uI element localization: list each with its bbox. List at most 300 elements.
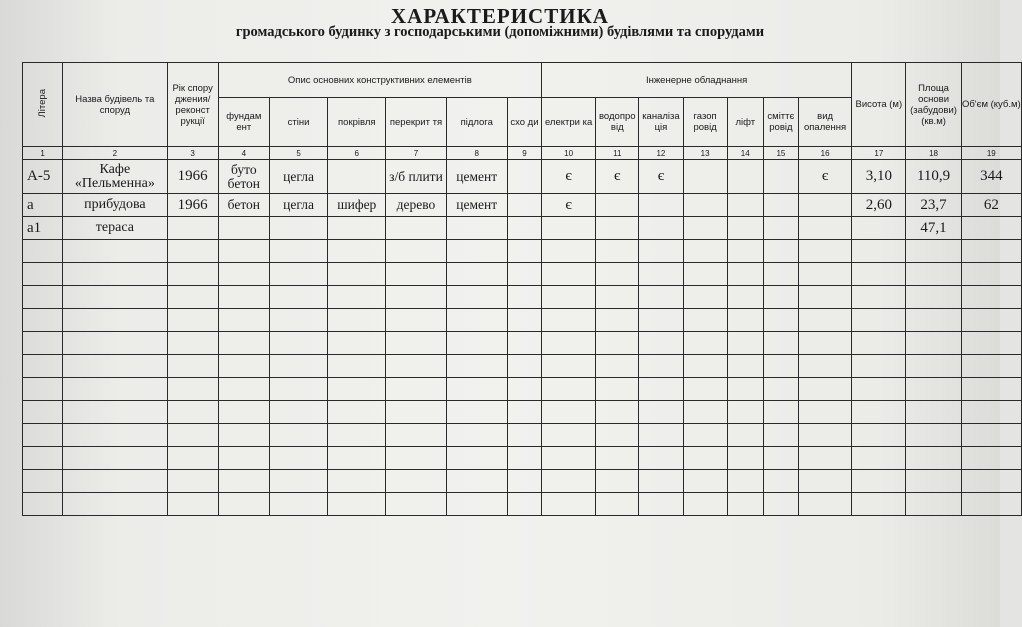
empty-cell <box>446 309 507 332</box>
empty-cell <box>167 401 218 424</box>
empty-cell <box>683 355 727 378</box>
empty-cell <box>446 263 507 286</box>
empty-cell <box>446 286 507 309</box>
empty-cell <box>167 309 218 332</box>
empty-cell <box>727 470 763 493</box>
empty-cell <box>763 447 798 470</box>
cell-stairs <box>507 160 541 194</box>
header-gas: газоп ровід <box>683 98 727 147</box>
empty-cell <box>961 447 1021 470</box>
empty-cell <box>798 378 851 401</box>
empty-cell <box>269 378 327 401</box>
header-heating: вид опалення <box>798 98 851 147</box>
empty-cell <box>852 470 906 493</box>
empty-cell <box>596 378 639 401</box>
header-year: Рік спору джения/ реконст рукції <box>167 63 218 147</box>
empty-cell <box>541 286 595 309</box>
empty-cell <box>852 263 906 286</box>
empty-cell <box>727 447 763 470</box>
empty-cell <box>328 332 386 355</box>
empty-cell <box>328 401 386 424</box>
empty-cell <box>798 286 851 309</box>
empty-cell <box>906 493 961 516</box>
empty-cell <box>386 332 446 355</box>
cell-litera: а1 <box>23 217 63 240</box>
header-foundation: фундам ент <box>218 98 269 147</box>
empty-cell <box>269 447 327 470</box>
empty-cell <box>218 286 269 309</box>
empty-cell <box>167 470 218 493</box>
column-number: 13 <box>683 147 727 160</box>
cell-water <box>596 194 639 217</box>
cell-stairs <box>507 217 541 240</box>
cell-volume <box>961 217 1021 240</box>
cell-sewer: є <box>639 160 683 194</box>
empty-cell <box>23 378 63 401</box>
empty-cell <box>167 240 218 263</box>
column-number: 6 <box>328 147 386 160</box>
empty-cell <box>507 424 541 447</box>
empty-cell <box>63 447 167 470</box>
empty-cell <box>328 447 386 470</box>
cell-floor-slab: з/б плити <box>386 160 446 194</box>
empty-cell <box>961 424 1021 447</box>
empty-table-row <box>23 332 1022 355</box>
empty-cell <box>906 378 961 401</box>
empty-cell <box>218 493 269 516</box>
empty-cell <box>446 240 507 263</box>
empty-cell <box>639 240 683 263</box>
empty-cell <box>727 493 763 516</box>
empty-cell <box>596 447 639 470</box>
empty-cell <box>167 378 218 401</box>
empty-cell <box>961 332 1021 355</box>
empty-cell <box>507 286 541 309</box>
header-area: Площа основи (забудови) (кв.м) <box>906 63 961 147</box>
empty-cell <box>639 355 683 378</box>
empty-cell <box>596 309 639 332</box>
cell-year <box>167 217 218 240</box>
empty-cell <box>798 424 851 447</box>
table-row <box>23 160 1022 194</box>
cell-year: 1966 <box>167 160 218 194</box>
table-row <box>23 217 1022 240</box>
cell-garbage <box>763 194 798 217</box>
empty-cell <box>852 355 906 378</box>
empty-cell <box>906 240 961 263</box>
column-number: 7 <box>386 147 446 160</box>
empty-cell <box>23 401 63 424</box>
empty-cell <box>269 424 327 447</box>
cell-volume: 62 <box>961 194 1021 217</box>
empty-cell <box>328 286 386 309</box>
empty-cell <box>961 240 1021 263</box>
empty-cell <box>328 263 386 286</box>
cell-floor-slab <box>386 217 446 240</box>
column-number: 5 <box>269 147 327 160</box>
cell-electric: є <box>541 194 595 217</box>
empty-cell <box>763 470 798 493</box>
empty-cell <box>683 240 727 263</box>
empty-cell <box>167 332 218 355</box>
empty-cell <box>798 470 851 493</box>
empty-cell <box>852 240 906 263</box>
empty-cell <box>386 470 446 493</box>
header-engineering-group: Інженерне обладнання <box>541 63 851 98</box>
empty-cell <box>596 493 639 516</box>
empty-cell <box>727 240 763 263</box>
document-subtitle: громадського будинку з господарськими (допоміжними) будівлями та спорудами <box>235 24 765 40</box>
cell-height: 3,10 <box>852 160 906 194</box>
cell-water: є <box>596 160 639 194</box>
empty-cell <box>269 263 327 286</box>
column-number: 9 <box>507 147 541 160</box>
empty-cell <box>798 355 851 378</box>
empty-cell <box>167 355 218 378</box>
empty-cell <box>23 263 63 286</box>
empty-cell <box>639 470 683 493</box>
empty-cell <box>167 493 218 516</box>
empty-cell <box>218 240 269 263</box>
empty-cell <box>852 332 906 355</box>
empty-cell <box>683 332 727 355</box>
cell-volume: 344 <box>961 160 1021 194</box>
empty-cell <box>63 263 167 286</box>
cell-area: 110,9 <box>906 160 961 194</box>
empty-cell <box>683 309 727 332</box>
column-number: 8 <box>446 147 507 160</box>
empty-cell <box>639 493 683 516</box>
empty-cell <box>23 309 63 332</box>
empty-table-row <box>23 355 1022 378</box>
empty-cell <box>541 401 595 424</box>
empty-cell <box>23 240 63 263</box>
cell-stairs <box>507 194 541 217</box>
header-name: Назва будівель та споруд <box>63 63 167 147</box>
cell-sewer <box>639 217 683 240</box>
empty-cell <box>906 309 961 332</box>
empty-cell <box>167 286 218 309</box>
empty-cell <box>961 263 1021 286</box>
empty-cell <box>639 309 683 332</box>
cell-sewer <box>639 194 683 217</box>
empty-cell <box>269 493 327 516</box>
empty-cell <box>683 470 727 493</box>
empty-cell <box>541 424 595 447</box>
empty-cell <box>269 332 327 355</box>
empty-cell <box>906 447 961 470</box>
empty-cell <box>906 332 961 355</box>
empty-cell <box>798 263 851 286</box>
empty-cell <box>683 378 727 401</box>
empty-cell <box>906 263 961 286</box>
cell-walls: цегла <box>269 194 327 217</box>
empty-cell <box>639 263 683 286</box>
cell-gas <box>683 160 727 194</box>
empty-cell <box>541 493 595 516</box>
empty-cell <box>798 447 851 470</box>
empty-table-row <box>23 447 1022 470</box>
empty-cell <box>852 309 906 332</box>
empty-cell <box>683 447 727 470</box>
empty-cell <box>218 470 269 493</box>
cell-foundation: бетон <box>218 194 269 217</box>
empty-cell <box>541 355 595 378</box>
empty-cell <box>63 424 167 447</box>
header-water: водопро від <box>596 98 639 147</box>
cell-foundation <box>218 217 269 240</box>
empty-cell <box>269 309 327 332</box>
cell-gas <box>683 217 727 240</box>
empty-cell <box>961 378 1021 401</box>
column-number: 18 <box>906 147 961 160</box>
column-number: 15 <box>763 147 798 160</box>
cell-name: прибудова <box>63 194 167 217</box>
empty-cell <box>167 424 218 447</box>
header-floor-slab: перекрит тя <box>386 98 446 147</box>
table-row <box>23 194 1022 217</box>
empty-cell <box>269 286 327 309</box>
header-construction-group: Опис основних конструктивних елементів <box>218 63 541 98</box>
cell-gas <box>683 194 727 217</box>
cell-floor-slab: дерево <box>386 194 446 217</box>
empty-cell <box>23 447 63 470</box>
cell-lift <box>727 217 763 240</box>
empty-cell <box>386 263 446 286</box>
header-volume: Об'єм (куб.м) <box>961 63 1021 147</box>
empty-cell <box>328 470 386 493</box>
cell-height: 2,60 <box>852 194 906 217</box>
column-number: 3 <box>167 147 218 160</box>
empty-table-row <box>23 240 1022 263</box>
empty-table-row <box>23 378 1022 401</box>
empty-cell <box>269 240 327 263</box>
header-lift: ліфт <box>727 98 763 147</box>
empty-cell <box>596 355 639 378</box>
cell-name: тераса <box>63 217 167 240</box>
empty-cell <box>63 493 167 516</box>
empty-cell <box>727 355 763 378</box>
empty-cell <box>763 424 798 447</box>
empty-cell <box>541 378 595 401</box>
empty-cell <box>507 493 541 516</box>
empty-cell <box>386 378 446 401</box>
empty-cell <box>23 493 63 516</box>
empty-cell <box>596 286 639 309</box>
empty-table-row <box>23 493 1022 516</box>
empty-cell <box>596 263 639 286</box>
empty-rows <box>23 240 1022 516</box>
empty-cell <box>639 401 683 424</box>
empty-cell <box>541 263 595 286</box>
empty-cell <box>386 240 446 263</box>
empty-cell <box>727 309 763 332</box>
empty-cell <box>961 309 1021 332</box>
empty-cell <box>328 240 386 263</box>
cell-floor <box>446 217 507 240</box>
empty-table-row <box>23 424 1022 447</box>
empty-cell <box>596 240 639 263</box>
empty-cell <box>63 378 167 401</box>
header-height: Висота (м) <box>852 63 906 147</box>
empty-cell <box>386 447 446 470</box>
empty-cell <box>763 286 798 309</box>
empty-cell <box>961 470 1021 493</box>
empty-cell <box>23 355 63 378</box>
empty-cell <box>683 263 727 286</box>
empty-cell <box>507 401 541 424</box>
empty-cell <box>763 263 798 286</box>
empty-cell <box>446 332 507 355</box>
empty-cell <box>23 332 63 355</box>
empty-cell <box>852 424 906 447</box>
empty-cell <box>386 401 446 424</box>
empty-cell <box>328 493 386 516</box>
column-number: 16 <box>798 147 851 160</box>
empty-cell <box>218 263 269 286</box>
empty-cell <box>541 470 595 493</box>
cell-litera: А-5 <box>23 160 63 194</box>
empty-cell <box>727 378 763 401</box>
empty-cell <box>763 355 798 378</box>
characteristics-table <box>22 62 1022 516</box>
header-electric: електри ка <box>541 98 595 147</box>
cell-water <box>596 217 639 240</box>
empty-cell <box>852 378 906 401</box>
empty-cell <box>596 401 639 424</box>
empty-cell <box>906 424 961 447</box>
empty-cell <box>906 286 961 309</box>
empty-cell <box>23 424 63 447</box>
empty-cell <box>683 493 727 516</box>
empty-cell <box>218 401 269 424</box>
empty-cell <box>763 401 798 424</box>
empty-cell <box>727 332 763 355</box>
column-number: 1 <box>23 147 63 160</box>
empty-cell <box>507 240 541 263</box>
empty-table-row <box>23 309 1022 332</box>
column-number-row <box>23 147 1022 160</box>
empty-table-row <box>23 401 1022 424</box>
empty-cell <box>639 424 683 447</box>
empty-cell <box>961 286 1021 309</box>
cell-lift <box>727 194 763 217</box>
empty-cell <box>727 263 763 286</box>
empty-cell <box>507 447 541 470</box>
header-floor: підлога <box>446 98 507 147</box>
cell-garbage <box>763 160 798 194</box>
column-number: 2 <box>63 147 167 160</box>
empty-cell <box>798 309 851 332</box>
empty-cell <box>507 332 541 355</box>
empty-cell <box>328 309 386 332</box>
column-number: 14 <box>727 147 763 160</box>
empty-cell <box>906 401 961 424</box>
empty-cell <box>852 401 906 424</box>
cell-lift <box>727 160 763 194</box>
empty-cell <box>63 240 167 263</box>
empty-cell <box>63 309 167 332</box>
empty-cell <box>446 470 507 493</box>
cell-garbage <box>763 217 798 240</box>
empty-cell <box>269 401 327 424</box>
header-litera: Літера <box>23 63 63 147</box>
empty-cell <box>63 332 167 355</box>
empty-cell <box>541 447 595 470</box>
cell-electric: є <box>541 160 595 194</box>
empty-cell <box>798 240 851 263</box>
empty-cell <box>386 286 446 309</box>
empty-cell <box>798 332 851 355</box>
empty-cell <box>727 286 763 309</box>
cell-year: 1966 <box>167 194 218 217</box>
empty-cell <box>639 286 683 309</box>
empty-cell <box>507 355 541 378</box>
empty-cell <box>386 309 446 332</box>
cell-heating: є <box>798 160 851 194</box>
empty-cell <box>507 470 541 493</box>
empty-cell <box>727 424 763 447</box>
empty-cell <box>386 424 446 447</box>
empty-table-row <box>23 286 1022 309</box>
empty-cell <box>446 493 507 516</box>
empty-cell <box>218 332 269 355</box>
cell-roof: шифер <box>328 194 386 217</box>
empty-cell <box>763 378 798 401</box>
empty-cell <box>852 493 906 516</box>
empty-cell <box>541 309 595 332</box>
empty-cell <box>446 355 507 378</box>
header-roof: покрівля <box>328 98 386 147</box>
empty-cell <box>639 378 683 401</box>
empty-cell <box>639 332 683 355</box>
empty-cell <box>63 286 167 309</box>
empty-cell <box>507 378 541 401</box>
empty-cell <box>906 355 961 378</box>
cell-area: 47,1 <box>906 217 961 240</box>
cell-walls: цегла <box>269 160 327 194</box>
empty-cell <box>167 447 218 470</box>
empty-cell <box>386 493 446 516</box>
document-title: ХАРАКТЕРИСТИКА <box>391 4 609 28</box>
empty-cell <box>596 424 639 447</box>
empty-cell <box>798 401 851 424</box>
empty-cell <box>269 470 327 493</box>
empty-cell <box>852 286 906 309</box>
cell-area: 23,7 <box>906 194 961 217</box>
empty-cell <box>763 332 798 355</box>
column-number: 4 <box>218 147 269 160</box>
empty-cell <box>328 355 386 378</box>
empty-cell <box>596 470 639 493</box>
empty-cell <box>763 493 798 516</box>
empty-cell <box>639 447 683 470</box>
empty-cell <box>218 424 269 447</box>
empty-cell <box>328 378 386 401</box>
column-number: 10 <box>541 147 595 160</box>
header-walls: стіни <box>269 98 327 147</box>
empty-cell <box>507 309 541 332</box>
cell-roof <box>328 217 386 240</box>
empty-table-row <box>23 470 1022 493</box>
empty-cell <box>961 401 1021 424</box>
empty-cell <box>763 309 798 332</box>
empty-cell <box>218 355 269 378</box>
empty-cell <box>763 240 798 263</box>
empty-cell <box>446 401 507 424</box>
empty-cell <box>596 332 639 355</box>
cell-heating <box>798 194 851 217</box>
